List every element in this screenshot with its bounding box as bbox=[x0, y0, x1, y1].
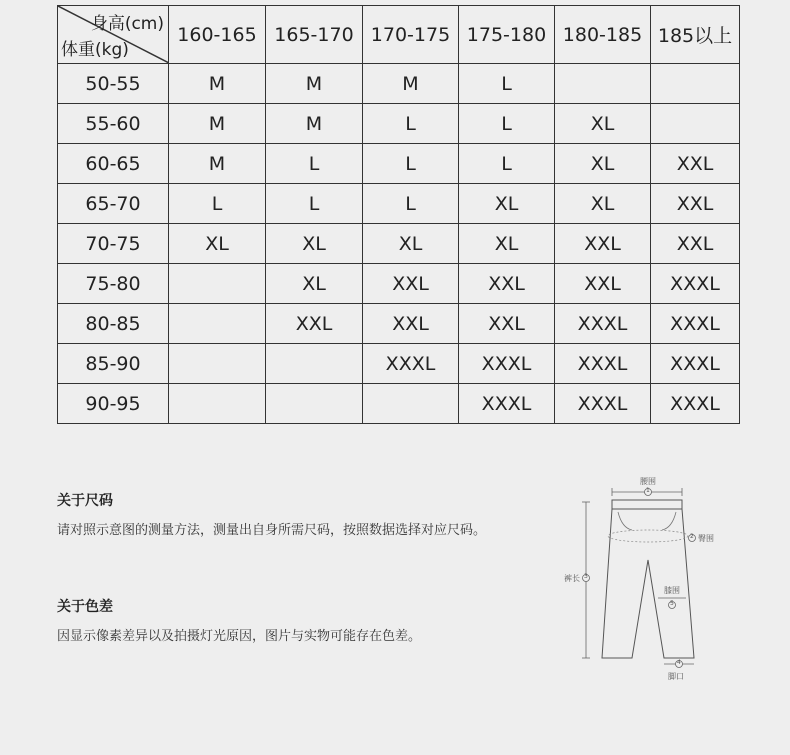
weight-row-header: 90-95 bbox=[58, 384, 169, 424]
knee-label: 膝围 bbox=[664, 586, 680, 595]
hem-number: 4 bbox=[677, 659, 681, 666]
weight-axis-label: 体重(kg) bbox=[61, 40, 129, 60]
size-cell: XXXL bbox=[651, 264, 740, 304]
size-cell: XXL bbox=[363, 304, 459, 344]
height-column-header: 185以上 bbox=[651, 6, 740, 64]
size-cell bbox=[651, 104, 740, 144]
size-cell: XXXL bbox=[651, 304, 740, 344]
size-cell: XXL bbox=[459, 264, 555, 304]
size-cell: M bbox=[169, 104, 266, 144]
waist-number: 1 bbox=[646, 487, 650, 494]
height-axis-label: 身高(cm) bbox=[90, 14, 164, 34]
weight-row-header: 50-55 bbox=[58, 64, 169, 104]
size-cell: XXL bbox=[363, 264, 459, 304]
size-cell: XL bbox=[459, 184, 555, 224]
size-chart-table bbox=[57, 5, 740, 424]
table-row bbox=[58, 104, 740, 144]
size-cell: XXXL bbox=[555, 384, 651, 424]
table-row bbox=[58, 304, 740, 344]
weight-row-header: 65-70 bbox=[58, 184, 169, 224]
table-row bbox=[58, 64, 740, 104]
size-cell: XL bbox=[363, 224, 459, 264]
size-cell: XL bbox=[169, 224, 266, 264]
table-row bbox=[58, 344, 740, 384]
header-row bbox=[58, 6, 740, 64]
size-cell: XL bbox=[555, 104, 651, 144]
weight-row-header: 55-60 bbox=[58, 104, 169, 144]
size-cell: XXL bbox=[651, 144, 740, 184]
size-cell: XL bbox=[266, 224, 363, 264]
length-label: 裤长 bbox=[564, 574, 580, 583]
size-cell bbox=[555, 64, 651, 104]
size-note-text: 请对照示意图的测量方法，测量出自身所需尺码，按照数据选择对应尺码。 bbox=[57, 523, 487, 538]
size-cell: L bbox=[363, 104, 459, 144]
height-column-header: 165-170 bbox=[266, 6, 363, 64]
size-cell: L bbox=[169, 184, 266, 224]
size-cell: XXL bbox=[459, 304, 555, 344]
size-cell bbox=[651, 64, 740, 104]
size-cell: L bbox=[459, 64, 555, 104]
size-cell: XXL bbox=[555, 224, 651, 264]
size-note-title: 关于尺码 bbox=[57, 493, 113, 509]
size-cell: XXL bbox=[651, 184, 740, 224]
height-column-header: 175-180 bbox=[459, 6, 555, 64]
size-cell: M bbox=[363, 64, 459, 104]
hip-number: 2 bbox=[690, 533, 694, 540]
waist-label: 腰围 bbox=[640, 477, 656, 486]
height-column-header: 170-175 bbox=[363, 6, 459, 64]
size-cell: L bbox=[266, 144, 363, 184]
size-cell: L bbox=[363, 184, 459, 224]
size-cell bbox=[363, 384, 459, 424]
size-cell: L bbox=[363, 144, 459, 184]
weight-row-header: 60-65 bbox=[58, 144, 169, 184]
size-cell bbox=[169, 304, 266, 344]
pants-measurement-diagram bbox=[560, 472, 760, 687]
table-row bbox=[58, 184, 740, 224]
height-column-header: 160-165 bbox=[169, 6, 266, 64]
size-cell: XXXL bbox=[459, 344, 555, 384]
pants-illustration bbox=[560, 472, 760, 687]
table-row bbox=[58, 264, 740, 304]
size-cell: L bbox=[459, 104, 555, 144]
size-cell: M bbox=[169, 64, 266, 104]
table-row bbox=[58, 144, 740, 184]
weight-row-header: 70-75 bbox=[58, 224, 169, 264]
length-number: 3 bbox=[584, 573, 588, 580]
size-cell bbox=[266, 344, 363, 384]
size-cell: XXXL bbox=[555, 344, 651, 384]
size-cell: M bbox=[266, 104, 363, 144]
weight-row-header: 85-90 bbox=[58, 344, 169, 384]
size-cell: XL bbox=[555, 144, 651, 184]
weight-row-header: 80-85 bbox=[58, 304, 169, 344]
size-cell: L bbox=[459, 144, 555, 184]
size-cell: XXXL bbox=[651, 344, 740, 384]
size-cell: XL bbox=[555, 184, 651, 224]
hem-label: 脚口 bbox=[668, 672, 684, 681]
size-cell: XXL bbox=[651, 224, 740, 264]
color-note-title: 关于色差 bbox=[57, 599, 113, 615]
size-cell bbox=[169, 264, 266, 304]
hip-label: 臀围 bbox=[698, 534, 714, 543]
knee-number: 5 bbox=[670, 600, 674, 607]
size-cell: XL bbox=[459, 224, 555, 264]
size-cell bbox=[266, 384, 363, 424]
size-cell: XXL bbox=[266, 304, 363, 344]
size-cell bbox=[169, 344, 266, 384]
size-cell: M bbox=[169, 144, 266, 184]
table-row bbox=[58, 224, 740, 264]
size-cell: XXXL bbox=[459, 384, 555, 424]
table-row bbox=[58, 384, 740, 424]
size-cell: XXL bbox=[555, 264, 651, 304]
size-cell: M bbox=[266, 64, 363, 104]
size-cell: L bbox=[266, 184, 363, 224]
corner-cell bbox=[58, 6, 169, 64]
size-cell: XXXL bbox=[555, 304, 651, 344]
weight-row-header: 75-80 bbox=[58, 264, 169, 304]
size-cell: XXXL bbox=[363, 344, 459, 384]
size-cell: XL bbox=[266, 264, 363, 304]
color-note-text: 因显示像素差异以及拍摄灯光原因，图片与实物可能存在色差。 bbox=[57, 629, 422, 644]
size-cell: XXXL bbox=[651, 384, 740, 424]
size-cell bbox=[169, 384, 266, 424]
height-column-header: 180-185 bbox=[555, 6, 651, 64]
